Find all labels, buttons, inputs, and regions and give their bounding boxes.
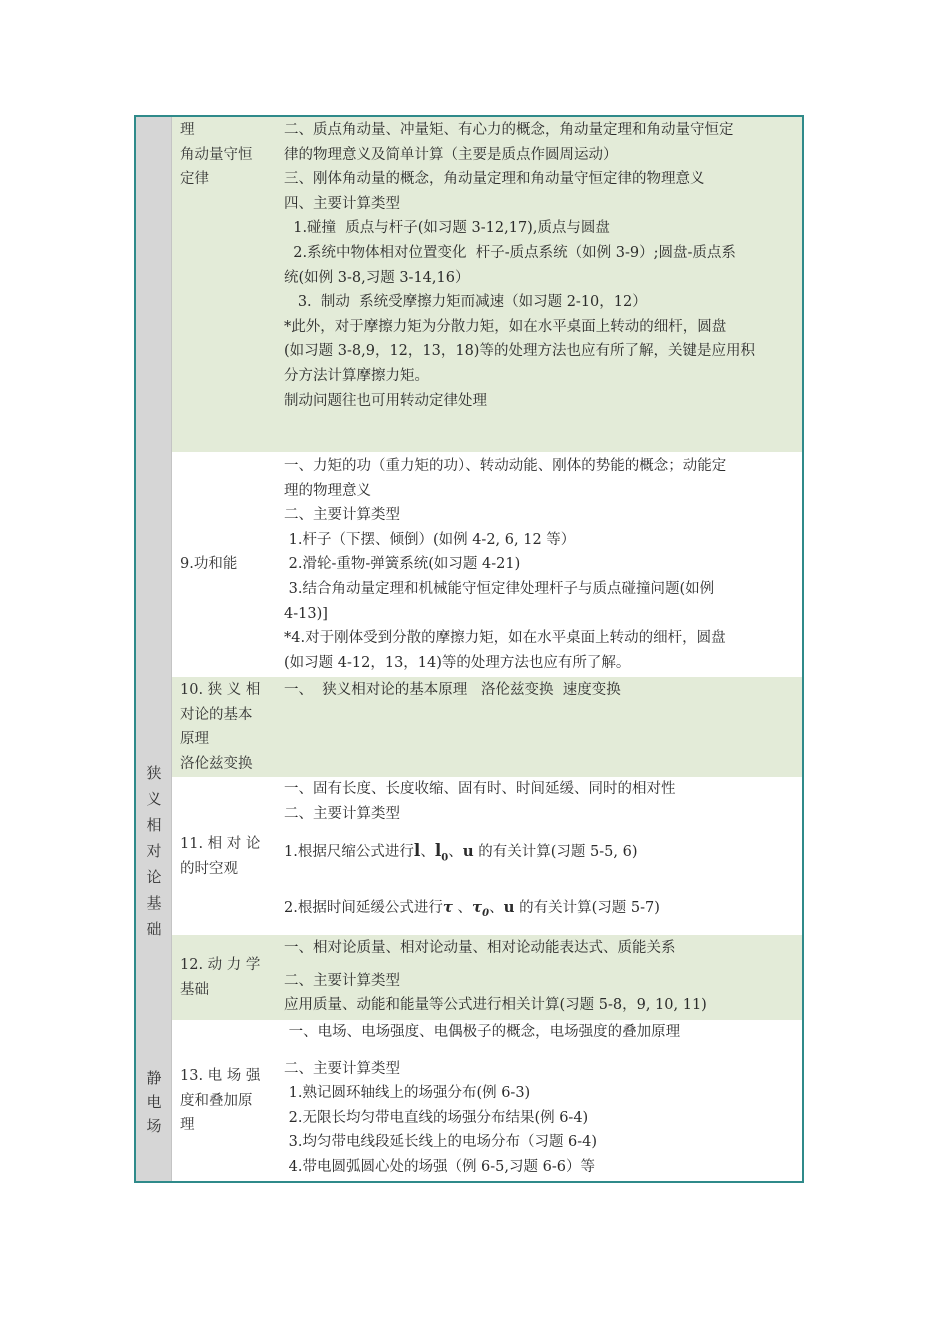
- category-char: 基: [146, 894, 162, 912]
- topic-line: 理: [180, 1117, 195, 1133]
- topic-line: 12. 动 力 学: [180, 957, 261, 973]
- content-line: *4.对于刚体受到分散的摩擦力矩，如在水平桌面上转动的细杆，圆盘: [284, 630, 726, 647]
- calc-time-dilation: [284, 894, 796, 927]
- content-line: 3.均匀带电线段延长线上的电场分布（习题 6-4): [284, 1134, 598, 1151]
- content-angular-momentum: [284, 118, 796, 413]
- content-line: 2.滑轮-重物-弹簧系统(如习题 4-21): [284, 556, 521, 573]
- symbol-u: u: [462, 842, 474, 861]
- content-line: 二、主要计算类型: [284, 1060, 400, 1077]
- topic-spacetime: [180, 832, 276, 881]
- calc-text: 2.根据时间延缓公式进行: [284, 899, 443, 916]
- content-line: 4.带电圆弧圆心处的场强（例 6-5,习题 6-6）等: [284, 1158, 595, 1175]
- category-column: [136, 117, 172, 1181]
- content-line: 二、主要计算类型: [284, 972, 400, 989]
- row-relativity-principles: [172, 677, 802, 777]
- content-line: 一、固有长度、长度收缩、固有时、时间延缓、同时的相对性: [284, 781, 676, 797]
- symbol-tau: τ: [442, 897, 453, 916]
- symbol-tau0: [472, 897, 490, 919]
- symbol-l0-sub: 0: [441, 852, 449, 864]
- row-spacetime: [172, 777, 802, 935]
- symbol-u: u: [503, 897, 515, 916]
- calc-text: 的有关计算(习题 5-5, 6): [478, 844, 638, 861]
- content-line: 应用质量、动能和能量等公式进行相关计算(习题 5-8，9, 10, 11): [284, 997, 707, 1014]
- topic-line: 10. 狭 义 相: [180, 682, 261, 698]
- category-char: 义: [146, 790, 162, 808]
- content-work-energy: [284, 454, 796, 675]
- topic-line: 11. 相 对 论: [180, 836, 261, 852]
- content-line: (如习题 4-12，13，14)等的处理方法也应有所了解。: [284, 654, 631, 671]
- topic-relativity-principles: [180, 678, 276, 776]
- symbol-l0: [434, 841, 449, 864]
- content-line: 三、刚体角动量的概念，角动量定理和角动量守恒定律的物理意义: [284, 171, 705, 188]
- category-char: 相: [146, 816, 162, 834]
- content-line: *此外，对于摩擦力矩为分散力矩，如在水平桌面上转动的细杆，圆盘: [284, 318, 727, 335]
- topic-angular-momentum: [180, 118, 276, 192]
- category-char: 对: [146, 842, 162, 860]
- content-line: 二、质点角动量、冲量矩、有心力的概念，角动量定理和角动量守恒定: [284, 122, 734, 138]
- topic-line: 原理: [180, 731, 209, 747]
- content-relativity-principles: [284, 678, 796, 703]
- content-electric-field: [284, 1020, 796, 1180]
- content-line: 3. 制动 系统受摩擦力矩而减速（如习题 2-10，12）: [284, 294, 647, 311]
- content-line: 统(如例 3-8,习题 3-14,16）: [284, 269, 470, 286]
- category-char: 础: [146, 920, 162, 938]
- symbol-tau0-base: τ: [472, 897, 483, 916]
- content-line: 3.结合角动量定理和机械能守恒定律处理杆子与质点碰撞问题(如例: [284, 580, 715, 597]
- topic-line: 13. 电 场 强: [180, 1068, 261, 1084]
- calc-length-contraction: [284, 838, 796, 871]
- content-spacetime: [284, 777, 796, 927]
- topic-line: 定律: [180, 171, 209, 187]
- row-electric-field: [172, 1020, 802, 1181]
- content-line: (如习题 3-8,9，12，13，18)等的处理方法也应有所了解，关键是应用积: [284, 343, 755, 360]
- content-line: 1.碰撞 质点与杆子(如习题 3-12,17),质点与圆盘: [284, 220, 610, 237]
- category-char: 电: [146, 1093, 162, 1111]
- content-line: 二、主要计算类型: [284, 805, 400, 822]
- row-dynamics: [172, 935, 802, 1020]
- category-char: 场: [146, 1117, 162, 1135]
- content-line: 分方法计算摩擦力矩。: [284, 367, 429, 384]
- topic-line: 理: [180, 122, 195, 138]
- topic-work-energy: [180, 552, 276, 577]
- separator: 、: [420, 844, 435, 861]
- topic-dynamics: [180, 953, 276, 1002]
- separator: 、: [448, 844, 463, 861]
- content-line: 一、相对论质量、相对论动量、相对论动能表达式、质能关系: [284, 940, 676, 956]
- topic-line: 的时空观: [180, 860, 238, 877]
- row-work-energy: [172, 452, 802, 677]
- topic-line: 基础: [180, 981, 209, 998]
- topic-line: 度和叠加原: [180, 1092, 253, 1109]
- content-line: 二、主要计算类型: [284, 507, 400, 524]
- category-electrostatics: [136, 1062, 172, 1142]
- separator: 、: [489, 899, 504, 916]
- symbol-l: l: [413, 841, 421, 862]
- topic-line: 角动量守恒: [180, 146, 253, 163]
- content-line: 一、力矩的功（重力矩的功）、转动动能、刚体的势能的概念；动能定: [284, 458, 727, 474]
- content-line: 1.熟记圆环轴线上的场强分布(例 6-3): [284, 1085, 531, 1102]
- calc-text: 1.根据尺缩公式进行: [284, 844, 414, 861]
- category-relativity: [136, 757, 172, 937]
- content-line: 律的物理意义及简单计算（主要是质点作圆周运动）: [284, 146, 618, 163]
- content-dynamics: [284, 936, 796, 1018]
- symbol-tau0-sub: 0: [482, 907, 490, 919]
- content-line: 2.无限长均匀带电直线的场强分布结果(例 6-4): [284, 1109, 589, 1126]
- topic-line: 9.功和能: [180, 556, 238, 572]
- content-line: 理的物理意义: [284, 482, 371, 499]
- calc-text: 的有关计算(习题 5-7): [519, 899, 660, 916]
- content-line: 一、电场、电场强度、电偶极子的概念，电场强度的叠加原理: [284, 1024, 681, 1040]
- category-char: 狭: [146, 764, 162, 782]
- topic-line: 洛伦兹变换: [180, 755, 253, 772]
- topic-line: 对论的基本: [180, 706, 253, 723]
- topic-electric-field: [180, 1064, 276, 1138]
- row-angular-momentum: [172, 117, 802, 452]
- symbol-l0-base: l: [434, 841, 442, 862]
- content-line: 1.杆子（下摆、倾倒）(如例 4-2, 6, 12 等）: [284, 531, 576, 548]
- content-line: 一、 狭义相对论的基本原理 洛伦兹变换 速度变换: [284, 682, 621, 698]
- content-line: 制动问题往也可用转动定律处理: [284, 392, 487, 409]
- category-char: 静: [146, 1069, 162, 1087]
- content-line: 2.系统中物体相对位置变化 杆子-质点系统（如例 3-9）;圆盘-质点系: [284, 244, 736, 261]
- syllabus-table: [134, 115, 804, 1183]
- content-line: 四、主要计算类型: [284, 195, 400, 212]
- category-char: 论: [146, 868, 162, 886]
- content-line: 4-13)]: [284, 605, 328, 622]
- separator: 、: [457, 899, 473, 916]
